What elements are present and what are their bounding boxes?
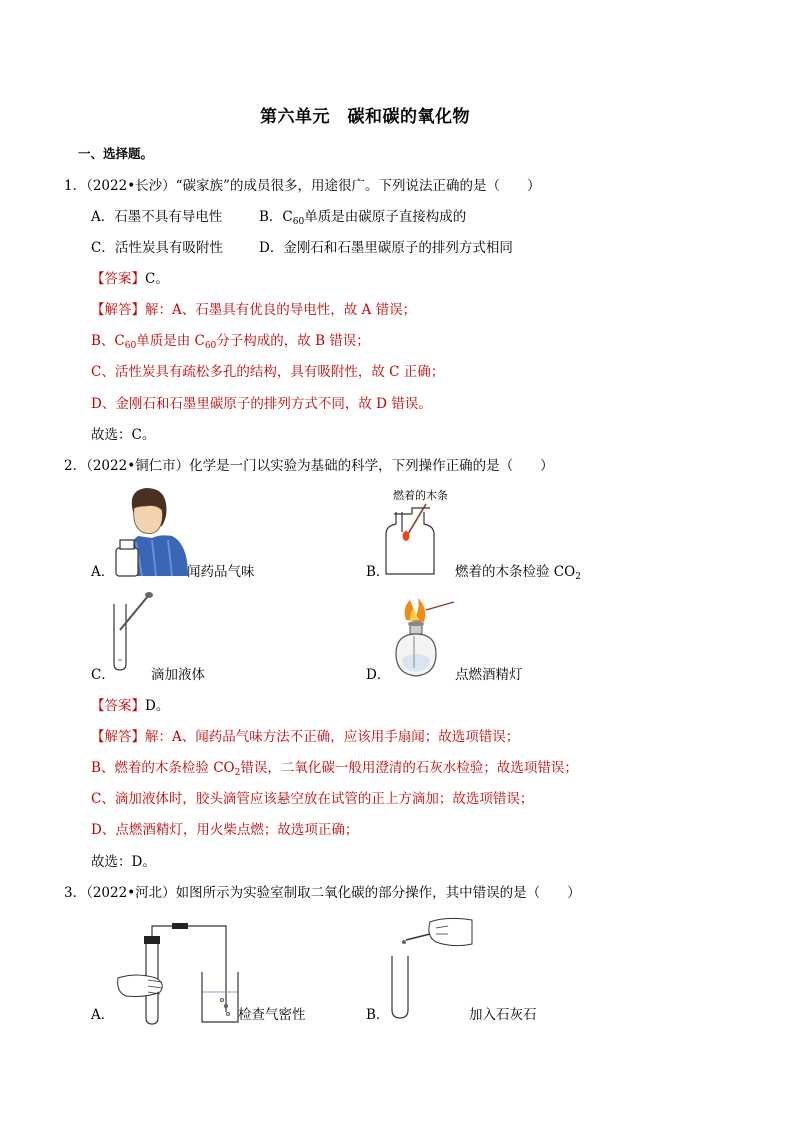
q2-answer-value: D。 [145, 698, 170, 714]
q1-analysis-3: C、活性炭具有疏松多孔的结构，具有吸附性，故 C 正确； [91, 364, 445, 380]
dropper-test-tube-figure [110, 590, 156, 672]
q1-analysis-2-sub1: 60 [124, 341, 137, 351]
q1-option-d: D．金刚石和石墨里碳原子的排列方式相同 [259, 240, 513, 256]
q1-answer-tag: 【答案】 [91, 271, 145, 287]
q1-stem: 1．（2022•长沙）“碳家族”的成员很多，用途很广。下列说法正确的是（ ） [64, 178, 541, 194]
q2-option-b-letter: B． [366, 564, 390, 580]
q2-conclusion: 故选：D。 [91, 854, 156, 870]
smelling-person-figure [112, 486, 188, 578]
q2-stem: 2．（2022•铜仁市）化学是一门以实验为基础的科学，下列操作正确的是（ ） [64, 458, 554, 474]
q1-option-a: A．石墨不具有导电性 [91, 209, 223, 225]
q1-analysis-2-sub2: 60 [204, 341, 217, 351]
burning-splint-bottle-figure [382, 502, 438, 576]
q2-option-b-caption-pre: 燃着的木条检验 CO [455, 564, 576, 580]
q2-analysis-2-pre: B、燃着的木条检验 CO [91, 760, 235, 776]
q1-option-c: C．活性炭具有吸附性 [91, 240, 223, 256]
q2-option-c-letter: C． [91, 667, 115, 683]
q1-analysis-2-post: 分子构成的，故 B 错误； [216, 333, 370, 349]
q2-option-b-caption-sub: 2 [575, 572, 581, 582]
q2-analysis-tag: 【解答】 [91, 729, 145, 745]
airtightness-check-figure [116, 922, 242, 1028]
q1-analysis-1-text: 解：A、石墨具有优良的导电性，故 A 错误； [145, 302, 417, 318]
q1-analysis-1 [91, 301, 416, 319]
q3-option-a-caption: 检查气密性 [238, 1007, 306, 1023]
q1-answer-value: C。 [145, 271, 169, 287]
q1-conclusion: 故选：C。 [91, 427, 156, 443]
q1-analysis-2-pre: B、C [91, 333, 125, 349]
q3-stem: 3．（2022•河北）如图所示为实验室制取二氧化碳的部分操作，其中错误的是（ ） [64, 885, 581, 901]
q2-option-b-caption [455, 563, 581, 581]
q2-analysis-2-sub: 2 [234, 768, 241, 778]
q2-option-d-caption: 点燃酒精灯 [455, 667, 523, 683]
q2-answer-tag: 【答案】 [91, 698, 145, 714]
adding-limestone-figure [386, 914, 476, 1020]
q2-option-a-caption: 闻药品气味 [187, 564, 255, 580]
q2-option-c-caption: 滴加液体 [151, 667, 205, 683]
q1-analysis-2 [91, 332, 370, 350]
q1-answer [91, 270, 169, 288]
q3-option-a-letter: A． [91, 1007, 115, 1023]
q2-analysis-2 [91, 759, 578, 777]
q2-option-a-letter: A． [91, 564, 115, 580]
q2-answer [91, 697, 169, 715]
q1-option-b-pre: B．C [259, 209, 293, 225]
q1-analysis-2-mid: 单质是由 C [136, 333, 205, 349]
q3-option-b-letter: B． [366, 1007, 390, 1023]
q2-option-d-letter: D． [366, 667, 391, 683]
q2-option-b-label: 燃着的木条 [393, 489, 448, 502]
q1-analysis-4: D、金刚石和石墨里碳原子的排列方式不同，故 D 错误。 [91, 396, 432, 412]
q1-option-b-post: 单质是由碳原子直接构成的 [304, 209, 467, 225]
page-title: 第六单元 碳和碳的氧化物 [260, 107, 470, 127]
alcohol-lamp-figure [392, 598, 458, 684]
q2-analysis-1-text: 解：A、闻药品气味方法不正确，应该用手扇闻；故选项错误； [145, 729, 520, 745]
q3-option-b-caption: 加入石灰石 [469, 1007, 537, 1023]
q2-analysis-1 [91, 728, 519, 746]
q2-analysis-3: C、滴加液体时，胶头滴管应该悬空放在试管的正上方滴加；故选项错误； [91, 791, 534, 807]
q1-analysis-tag: 【解答】 [91, 302, 145, 318]
q1-option-b [259, 208, 466, 226]
q1-option-b-sub: 60 [292, 217, 305, 227]
section-heading: 一、选择题。 [78, 146, 154, 161]
q2-analysis-2-post: 错误，二氧化碳一般用澄清的石灰水检验；故选项错误； [240, 760, 578, 776]
q2-analysis-4: D、点燃酒精灯，用火柴点燃；故选项正确； [91, 822, 359, 838]
